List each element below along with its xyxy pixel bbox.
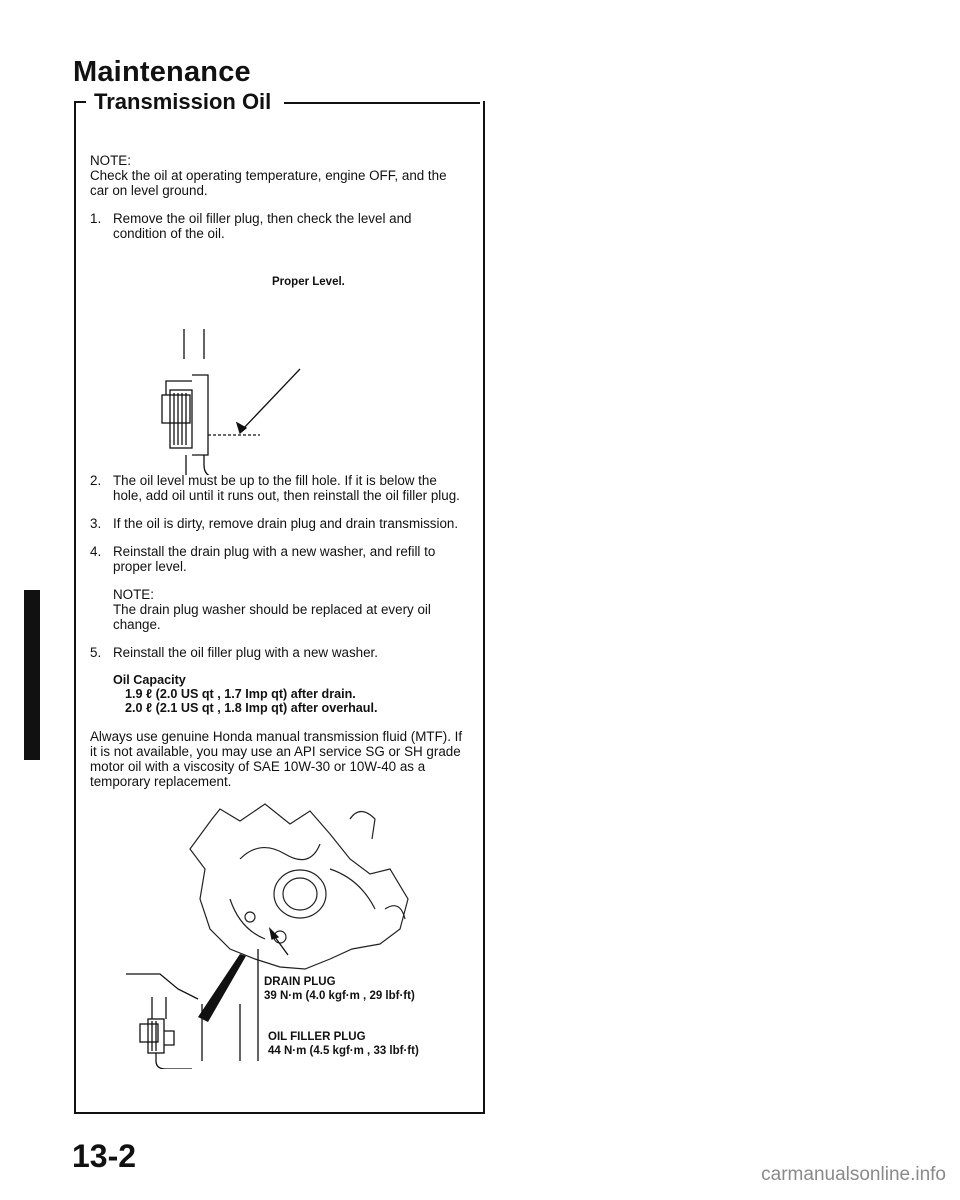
step-text: Remove the oil filler plug, then check the level and condition of the oil. [113, 211, 412, 241]
note-label: NOTE: [113, 587, 154, 602]
filler-plug-label: OIL FILLER PLUG [268, 1031, 366, 1043]
capacity-after-overhaul: 2.0 ℓ (2.1 US qt , 1.8 Imp qt) after overhaul. [125, 701, 378, 715]
step-number: 2. [90, 473, 102, 488]
filler-plug-callout [268, 1030, 419, 1058]
page-title: Maintenance [73, 56, 251, 88]
note-text: The drain plug washer should be replaced at every oil change. [113, 602, 431, 632]
step-text: The oil level must be up to the fill hole. If it is below the hole, add oil until it runs out, then reinstall the oil filler plug. [113, 473, 460, 503]
step-text: Reinstall the drain plug with a new washer, and refill to proper level. [113, 544, 436, 574]
fluid-recommendation: Always use genuine Honda manual transmission fluid (MTF). If it is not available, you may use an API service SG or SH grade motor oil with a viscosity of SAE 10W-30 or 10W-40 as a temporary replacement. [90, 729, 463, 789]
transmission-figure [90, 799, 464, 1069]
watermark: carmanualsonline.info [761, 1164, 946, 1185]
step-number: 4. [90, 544, 102, 559]
note-text: Check the oil at operating temperature, engine OFF, and the car on level ground. [90, 168, 447, 198]
step-2 [90, 473, 464, 503]
drain-plug-torque: 39 N·m (4.0 kgf·m , 29 lbf·ft) [264, 990, 415, 1002]
procedure-content [90, 153, 464, 1069]
drain-plug-callout [264, 975, 415, 1003]
step-4 [90, 544, 464, 574]
capacity-after-drain: 1.9 ℓ (2.0 US qt , 1.7 Imp qt) after drain. [125, 687, 356, 701]
section-heading: Transmission Oil [94, 89, 281, 115]
filler-plug-torque: 44 N·m (4.5 kgf·m , 33 lbf·ft) [268, 1045, 419, 1057]
step-1 [90, 211, 464, 241]
proper-level-label: Proper Level. [272, 276, 345, 288]
step-number: 3. [90, 516, 102, 531]
section-tab-marker [24, 590, 40, 760]
step-text: If the oil is dirty, remove drain plug and drain transmission. [113, 516, 459, 531]
step-3 [90, 516, 464, 531]
step-5 [90, 645, 464, 660]
step-4-note [90, 587, 464, 632]
frame-corner [74, 101, 86, 103]
oil-capacity [90, 673, 464, 715]
capacity-label: Oil Capacity [113, 673, 186, 687]
page-number: 13-2 [72, 1138, 137, 1174]
step-number: 5. [90, 645, 102, 660]
note-label: NOTE: [90, 153, 131, 168]
drain-plug-label: DRAIN PLUG [264, 976, 336, 988]
step-text: Reinstall the oil filler plug with a new washer. [113, 645, 378, 660]
step-number: 1. [90, 211, 102, 226]
